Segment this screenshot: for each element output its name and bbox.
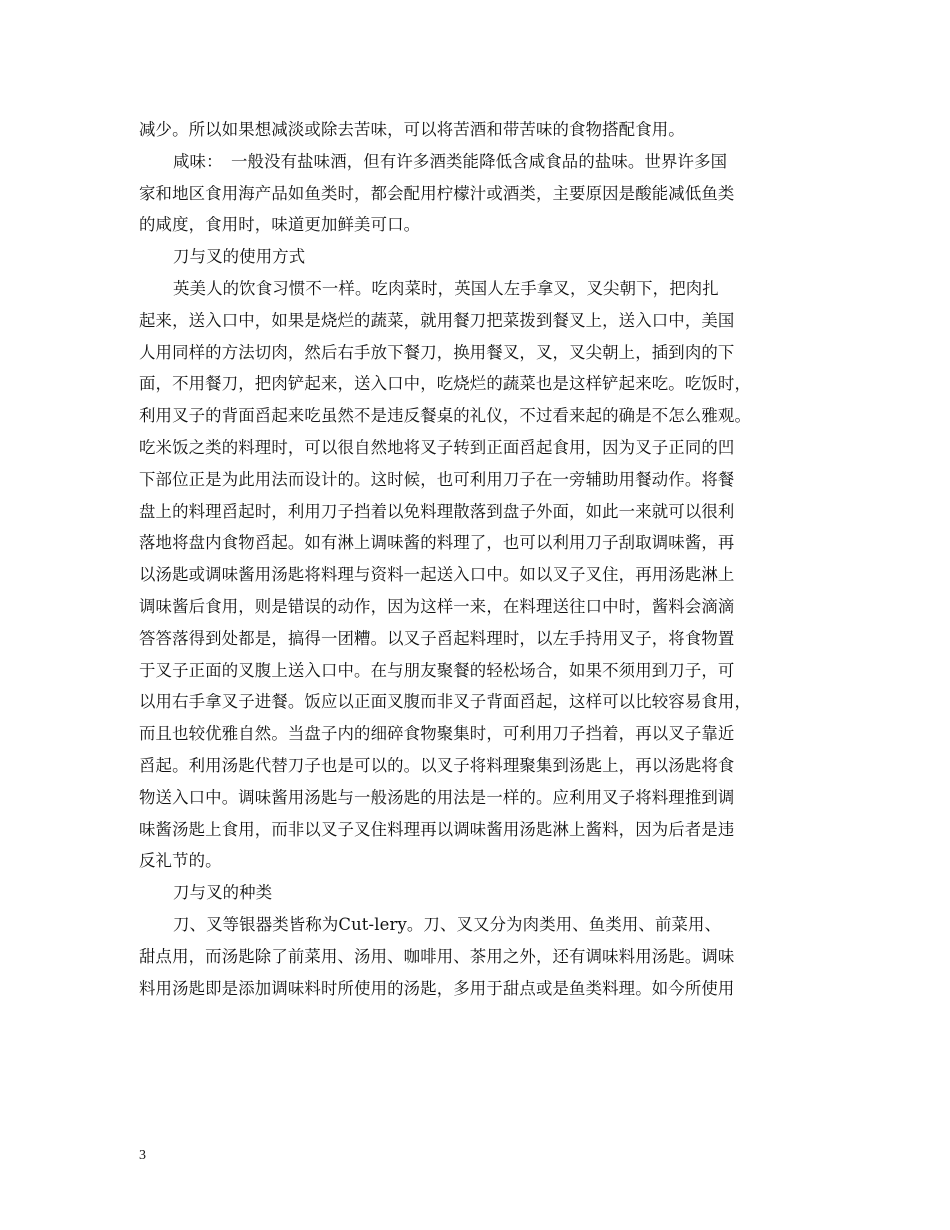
text-line: 刀与叉的种类 <box>173 883 273 903</box>
text-line: 于叉子正面的叉腹上送入口中。在与朋友聚餐的轻松场合，如果不须用到刀子，可 <box>139 660 735 680</box>
text-line: 料用汤匙即是添加调味料时所使用的汤匙，多用于甜点或是鱼类料理。如今所使用 <box>139 978 735 998</box>
text-line: 物送入口中。调味酱用汤匙与一般汤匙的用法是一样的。应利用叉子将料理推到调 <box>139 787 735 807</box>
text-line: 的咸度，食用时，味道更加鲜美可口。 <box>139 215 421 235</box>
text-line: 减少。所以如果想减淡或除去苦味，可以将苦酒和带苦味的食物搭配食用。 <box>139 120 685 139</box>
text-line: 刀与叉的使用方式 <box>173 247 306 267</box>
text-line: 咸味： 一般没有盐味酒，但有许多酒类能降低含咸食品的盐味。世界许多国 <box>173 151 728 171</box>
text-line: 以用右手拿叉子进餐。饭应以正面叉腹而非叉子背面舀起，这样可以比较容易食用， <box>139 692 752 712</box>
text-line: 舀起。利用汤匙代替刀子也是可以的。以叉子将料理聚集到汤匙上，再以汤匙将食 <box>139 755 735 775</box>
text-line: 利用叉子的背面舀起来吃虽然不是违反餐桌的礼仪，不过看来起的确是不怎么雅观。 <box>139 406 752 426</box>
text-line: 反礼节的。 <box>139 851 222 871</box>
text-line: 家和地区食用海产品如鱼类时，都会配用柠檬汁或酒类，主要原因是酸能减低鱼类 <box>139 183 735 203</box>
text-line: 面，不用餐刀，把肉铲起来，送入口中，吃烧烂的蔬菜也是这样铲起来吃。吃饭时， <box>139 374 752 394</box>
text-line: 人用同样的方法切肉，然后右手放下餐刀，换用餐叉，叉，叉尖朝上，插到肉的下 <box>139 342 735 362</box>
text-line: 味酱汤匙上食用，而非以叉子叉住料理再以调味酱用汤匙淋上酱料，因为后者是违 <box>139 819 735 839</box>
text-line: 英美人的饮食习惯不一样。吃肉菜时，英国人左手拿叉，叉尖朝下，把肉扎 <box>173 278 719 298</box>
text-line: 下部位正是为此用法而设计的。这时候，也可利用刀子在一旁辅助用餐动作。将餐 <box>139 469 735 489</box>
page-number: 3 <box>139 1148 146 1163</box>
text-line: 甜点用，而汤匙除了前菜用、汤用、咖啡用、茶用之外，还有调味料用汤匙。调味 <box>139 946 735 966</box>
document-body <box>139 114 819 1004</box>
text-line: 刀、叉等银器类皆称为Cut-lery。刀、叉又分为肉类用、鱼类用、前菜用、 <box>173 914 722 934</box>
text-line: 落地将盘内食物舀起。如有淋上调味酱的料理了，也可以利用刀子刮取调味酱，再 <box>139 533 735 553</box>
text-line: 调味酱后食用，则是错误的动作，因为这样一来，在料理送往口中时，酱料会滴滴 <box>139 596 735 616</box>
text-line: 答答落得到处都是，搞得一团糟。以叉子舀起料理时，以左手持用叉子，将食物置 <box>139 628 735 648</box>
text-line: 盘上的料理舀起时，利用刀子挡着以免料理散落到盘子外面，如此一来就可以很利 <box>139 501 735 521</box>
text-line: 而且也较优雅自然。当盘子内的细碎食物聚集时，可利用刀子挡着，再以叉子靠近 <box>139 724 735 744</box>
text-line: 起来，送入口中，如果是烧烂的蔬菜，就用餐刀把菜拨到餐叉上，送入口中，美国 <box>139 310 735 330</box>
text-line: 以汤匙或调味酱用汤匙将料理与资料一起送入口中。如以叉子叉住，再用汤匙淋上 <box>139 565 735 585</box>
text-line: 吃米饭之类的料理时，可以很自然地将叉子转到正面舀起食用，因为叉子正同的凹 <box>139 437 735 457</box>
